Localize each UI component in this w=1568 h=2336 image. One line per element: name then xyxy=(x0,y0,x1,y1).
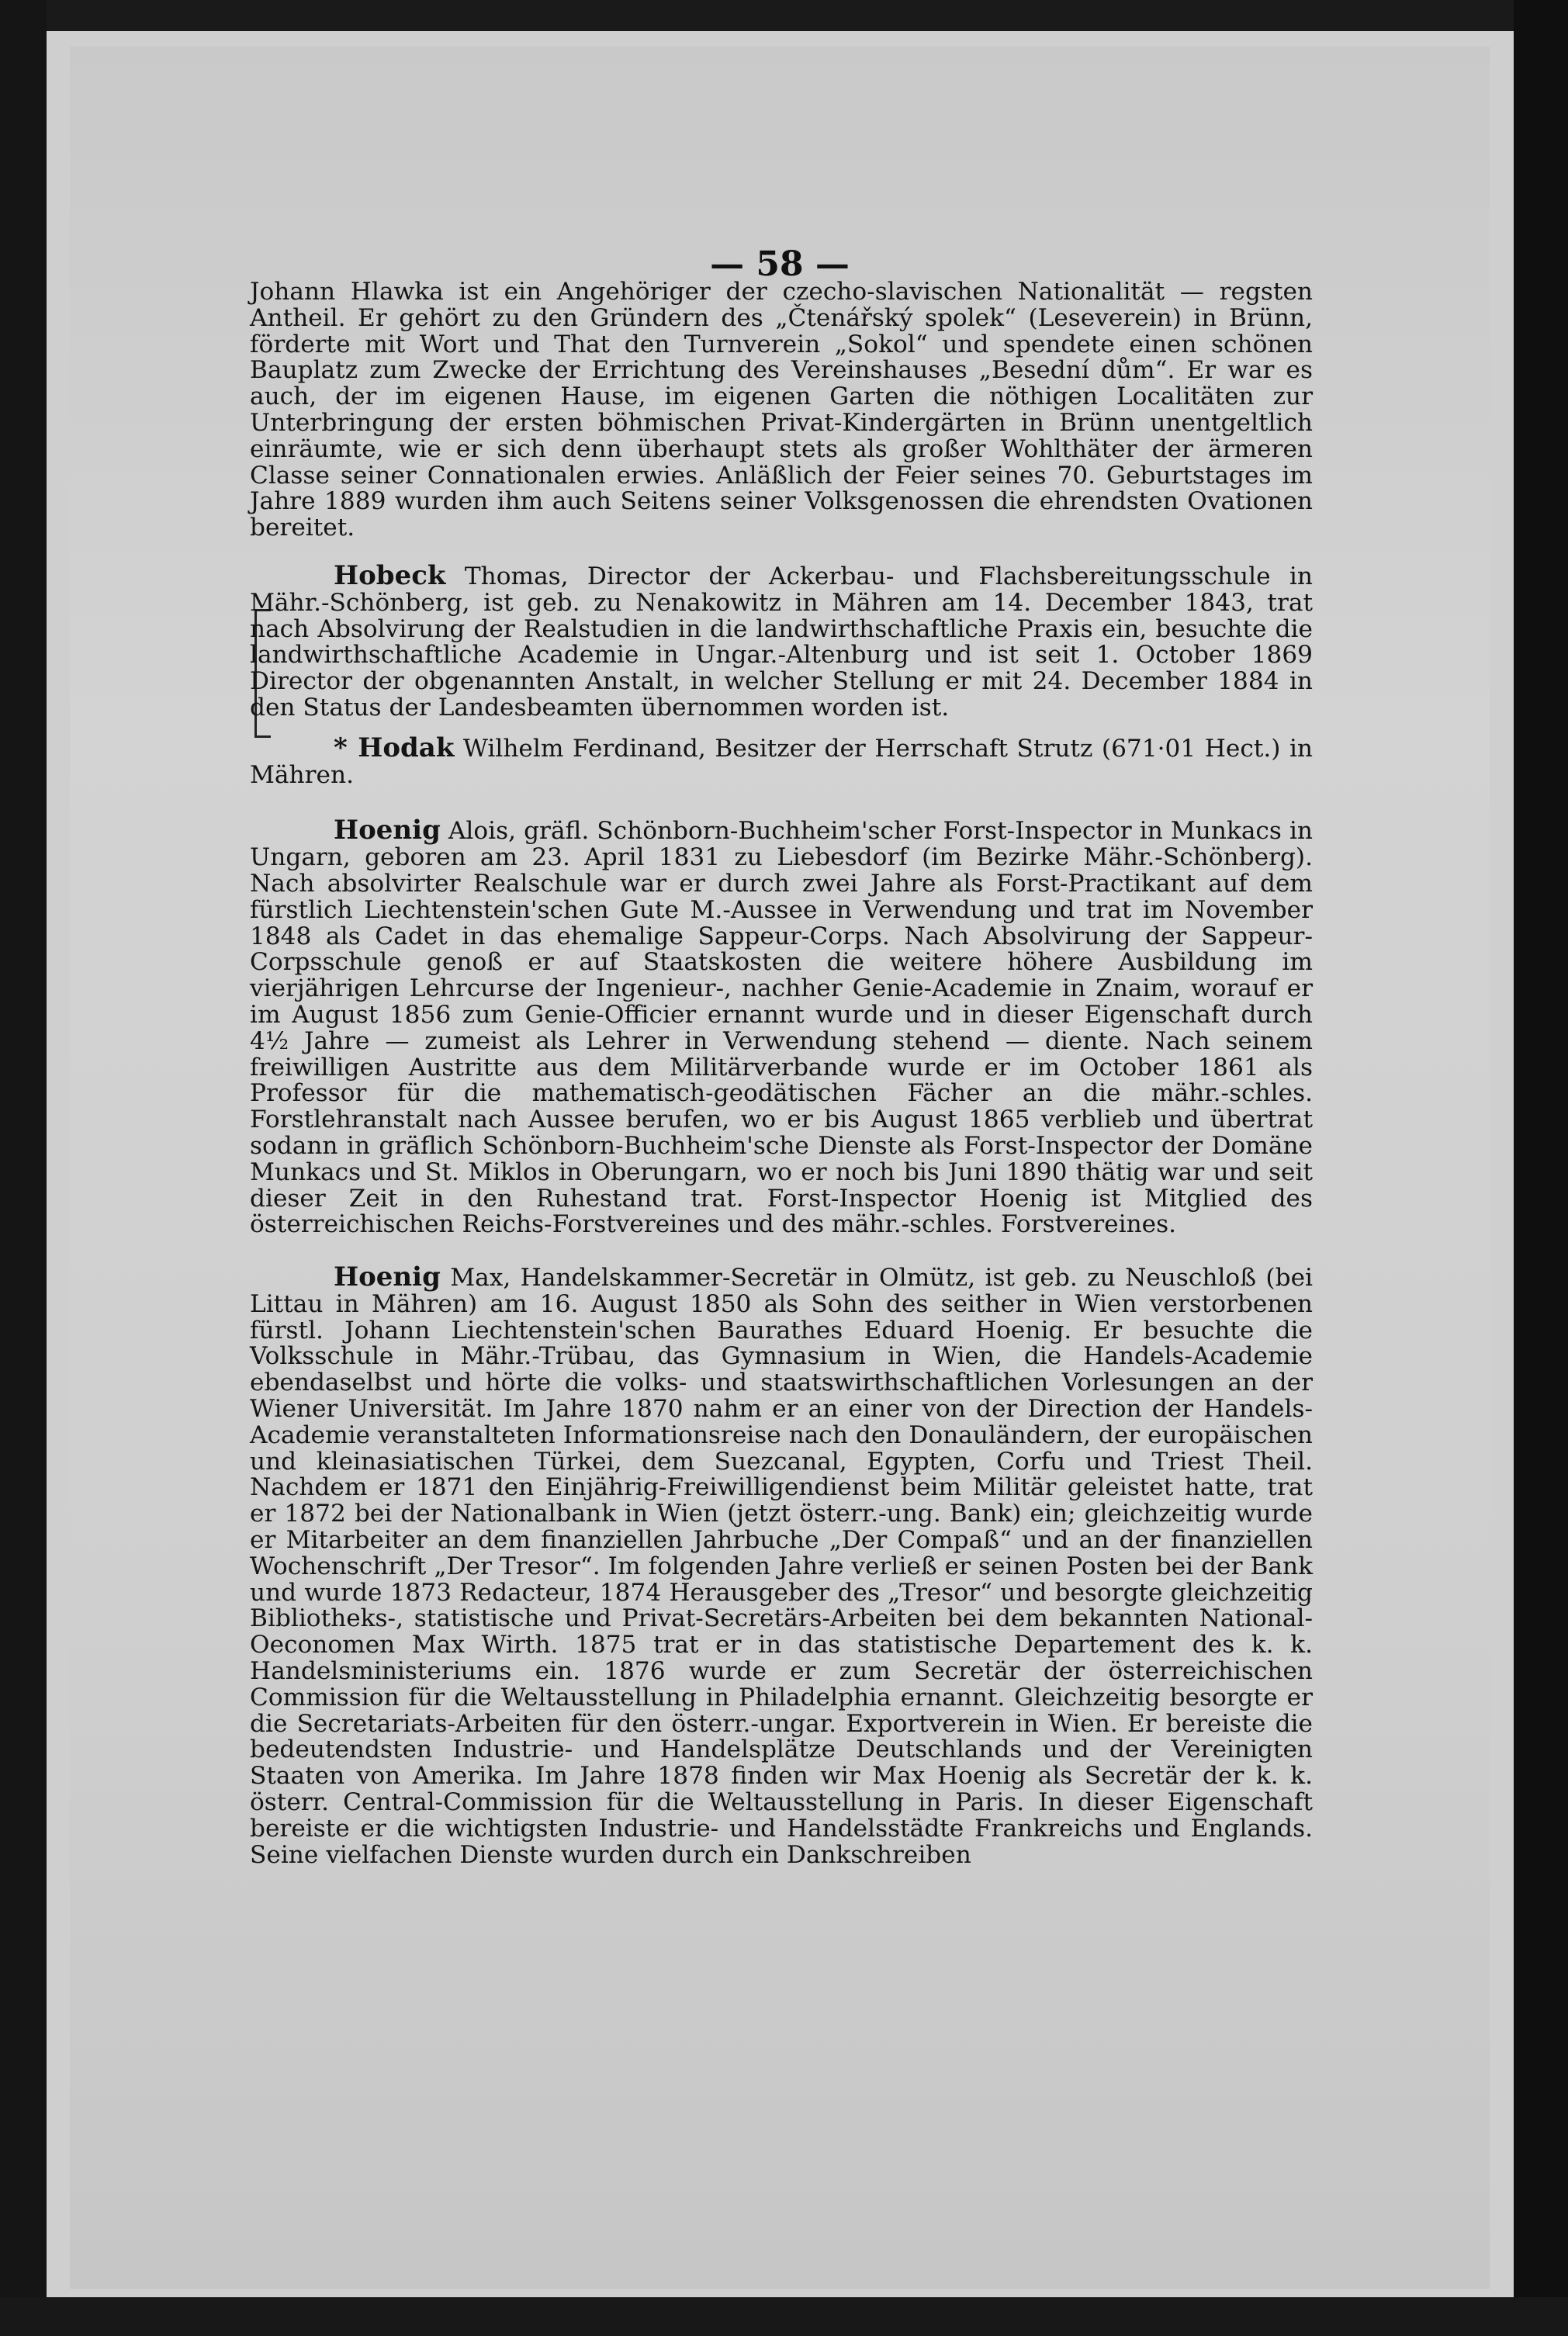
entry-hobeck xyxy=(250,559,1313,722)
entry-name: Hoenig xyxy=(334,1261,441,1293)
entry-hoenig-max xyxy=(250,1261,1313,1869)
page-number: — 58 — xyxy=(710,244,850,284)
body-text xyxy=(250,279,1313,1868)
entry-text: Thomas, Director der Ackerbau- und Flachsbereitungsschule in Mähr.-Schönberg, ist geb. zu Nenakowitz in Mähren am 14. December 1843, trat nach Absolvirung der Realstudien in die landwirthschaftliche Praxis ein, besuchte die landwirthschaftliche Academie in Ungar.-Altenburg und ist seit 1. October 1869 Director der obgenannten Anstalt, in welcher Stellung er mit 24. December 1884 in den Status der Landesbeamten übernommen worden ist. xyxy=(250,562,1313,722)
entry-name: Hoenig xyxy=(334,815,441,846)
entry-text: Max, Handelskammer-Secretär in Olmütz, ist geb. zu Neuschloß (bei Littau in Mähren) am 16. August 1850 als Sohn des seither in Wien verstorbenen fürstl. Johann Liechtenstein'schen Baurathes Eduard Hoenig. Er besuchte die Volksschule in Mähr.-Trübau, das Gymnasium in Wien, die Handels-Academie ebendaselbst und hörte die volks- und staatswirthschaftlichen Vorlesungen an der Wiener Universität. Im Jahre 1870 nahm er an einer von der Direction der Handels-Academie veranstalteten Informationsreise nach den Donauländern, der europäischen und kleinasiatischen Türkei, dem Suezcanal, Egypten, Corfu und Triest Theil. Nachdem er 1871 den Einjährig-Freiwilligendienst beim Militär geleistet hatte, trat er 1872 bei der Nationalbank in Wien (jetzt österr.-ung. Bank) ein; gleichzeitig wurde er Mitarbeiter an dem finanziellen Jahrbuche „Der Compaß“ und an der finanziellen Wochenschrift „Der Tresor“. Im folgenden Jahre verließ er seinen Posten bei der Bank und wurde 1873 Redacteur, 1874 Herausgeber des „Tresor“ und besorgte gleichzeitig Bibliotheks-, statistische und Privat-Secretärs-Arbeiten bei dem bekannten National-Oeconomen Max Wirth. 1875 trat er in das statistische Departement des k. k. Handelsministeriums ein. 1876 wurde er zum Secretär der österreichischen Commission für die Weltausstellung in Philadelphia ernannt. Gleichzeitig besorgte er die Secretariats-Arbeiten für den österr.-ungar. Exportverein in Wien. Er bereiste die bedeutendsten Industrie- und Handelsplätze Deutschlands und der Vereinigten Staaten von Amerika. Im Jahre 1878 finden wir Max Hoenig als Secretär der k. k. österr. Central-Commission für die Weltausstellung in Paris. In dieser Eigenschaft bereiste er die wichtigsten Industrie- und Handelsstädte Frankreichs und Englands. Seine vielfachen Dienste wurden durch ein Dankschreiben xyxy=(250,1264,1313,1869)
entry-name: * Hodak xyxy=(334,732,455,763)
scan-border-right xyxy=(1514,0,1568,2336)
entry-text: Alois, gräfl. Schönborn-Buchheim'scher Forst-Inspector in Munkacs in Ungarn, geboren am 23. April 1831 zu Liebesdorf (im Bezirke Mähr.-Schönberg). Nach absolvirter Realschule war er durch zwei Jahre als Forst-Practikant auf dem fürstlich Liechtenstein'schen Gute M.-Aussee in Verwendung und trat im November 1848 als Cadet in das ehemalige Sappeur-Corps. Nach Absolvirung der Sappeur-Corpsschule genoß er auf Staatskosten die weitere höhere Ausbildung im vierjährigen Lehrcurse der Ingenieur-, nachher Genie-Academie in Znaim, worauf er im August 1856 zum Genie-Officier ernannt wurde und in dieser Eigenschaft durch 4½ Jahre — zumeist als Lehrer in Verwendung stehend — diente. Nach seinem freiwilligen Austritte aus dem Militärverbande wurde er im October 1861 als Professor für die mathematisch-geodätischen Fächer an die mähr.-schles. Forstlehranstalt nach Aussee berufen, wo er bis August 1865 verblieb und übertrat sodann in gräflich Schönborn-Buchheim'sche Dienste als Forst-Inspector der Domäne Munkacs und St. Miklos in Oberungarn, wo er noch bis Juni 1890 thätig war und seit dieser Zeit in den Ruhestand trat. Forst-Inspector Hoenig ist Mitglied des österreichischen Reichs-Forstvereines und des mähr.-schles. Forstvereines. xyxy=(250,817,1313,1239)
scan-border-left xyxy=(0,0,47,2336)
scan-border-top xyxy=(0,0,1568,31)
entry-hoenig-alois xyxy=(250,815,1313,1239)
paragraph-hlawka xyxy=(250,279,1313,542)
entry-name: Hobeck xyxy=(334,559,446,591)
entry-text: Wilhelm Ferdinand, Besitzer der Herrschaft Strutz (671·01 Hect.) in Mähren. xyxy=(250,734,1313,789)
paragraph-text: Johann Hlawka ist ein Angehöriger der czecho-slavischen Nationalität — regsten Antheil. Er gehört zu den Gründern des „Čtenářský spolek“ (Leseverein) in Brünn, förderte mit Wort und That den Turnverein „Sokol“ und spendete einen schönen Bauplatz zum Zwecke der Errichtung des Vereinshauses „Besední dům“. Er war es auch, der im eigenen Hause, im eigenen Garten die nöthigen Localitäten zur Unterbringung der ersten böhmischen Privat-Kindergärten in Brünn unentgeltlich einräumte, wie er sich denn überhaupt stets als großer Wohlthäter der ärmeren Classe seiner Connationalen erwies. Anläßlich der Feier seines 70. Geburtstages im Jahre 1889 wurden ihm auch Seitens seiner Volksgenossen die ehrendsten Ovationen bereitet. xyxy=(250,278,1313,542)
scan-border-bottom xyxy=(0,2297,1568,2336)
entry-hodak xyxy=(250,732,1313,789)
